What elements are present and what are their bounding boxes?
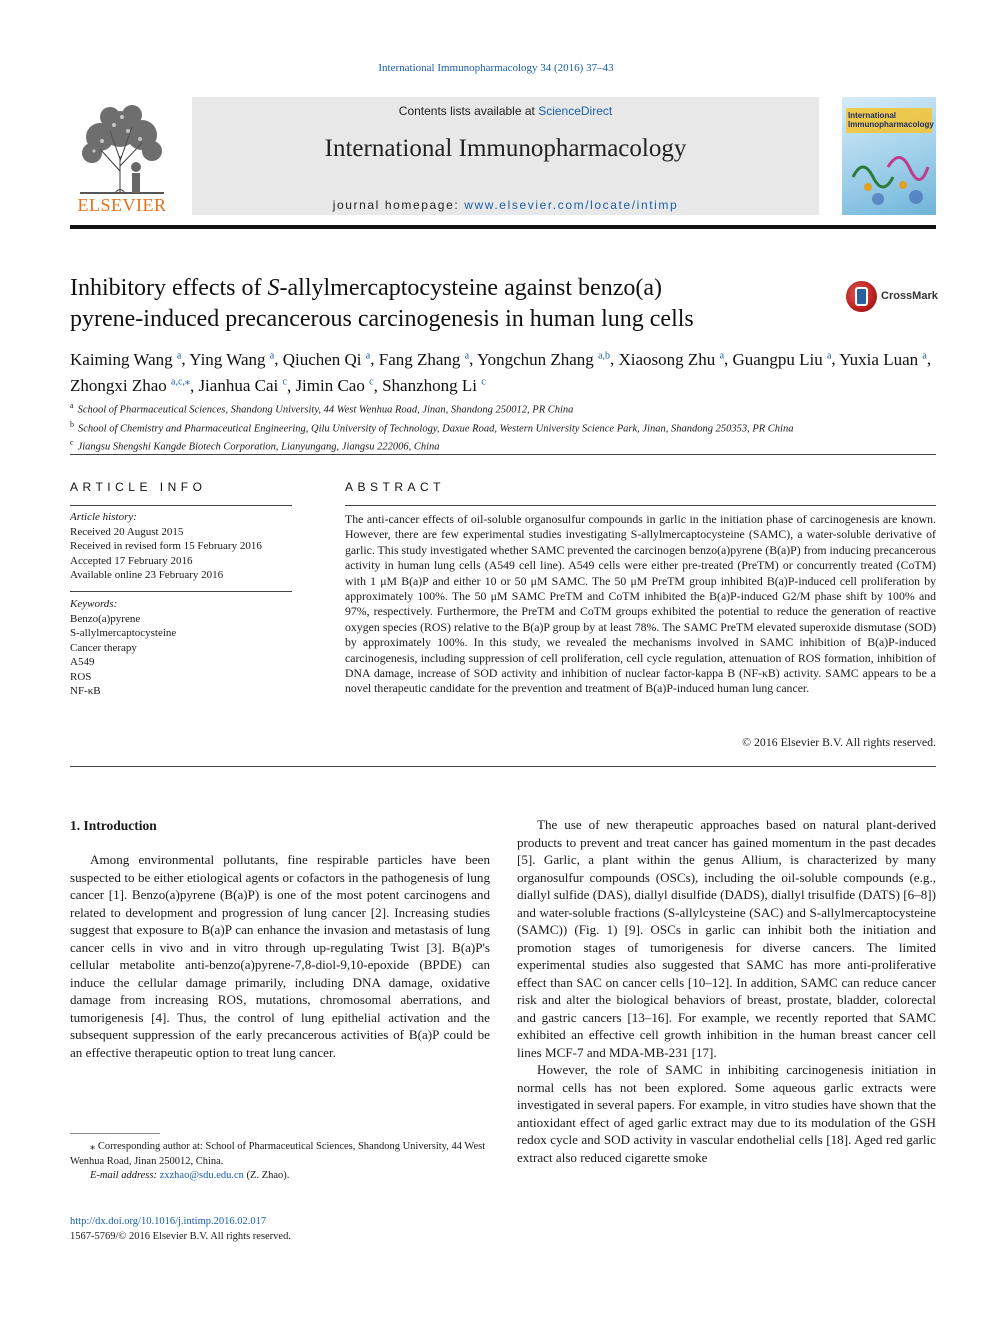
email-link[interactable]: zxzhao@sdu.edu.cn: [159, 1170, 244, 1181]
article-identifiers: [70, 1215, 490, 1244]
body-paragraph: Among environmental pollutants, fine respirable particles have been suspected to be either etiological agents or cofactors in the pathogenesis of lung cancer [1]. Benzo(a)pyrene (B(a)P) is one of the most potent carcinogens and related to development and progression of lung cancer [2]. Increasing studies suggest that exposure to B(a)P can enhance the invasion and metastasis of lung cancer cells in vivo and in vitro through up-regulating Twist [3]. B(a)P's cellular metabolite anti-benzo(a)pyrene-7,8-diol-9,10-epoxide (BPDE) can induce the cellular damage primarily, including DNA damage, oxidative damage from increasing ROS, mutations, chromosomal aberrations, and tumorigenesis [4]. Thus, the control of lung epithelial activation and the subsequent suppression of the early precancerous activities of B(a)P could be an effective therapeutic option to treat lung cancer.: [70, 852, 490, 1060]
author-name: Shanzhong Li: [382, 376, 477, 396]
author-entry[interactable]: [283, 350, 371, 369]
author-entry[interactable]: [198, 376, 287, 395]
journal-masthead: [70, 97, 936, 215]
author-name: Xiaosong Zhu: [618, 349, 716, 369]
crossmark-badge[interactable]: [846, 281, 938, 315]
author-affiliation-mark[interactable]: a: [826, 350, 832, 361]
author-entry[interactable]: [477, 350, 610, 369]
article-info-divider: [70, 505, 292, 506]
contents-line: Contents lists available at ScienceDirect: [398, 104, 613, 118]
author-entry[interactable]: [733, 350, 832, 369]
elsevier-wordmark: ELSEVIER: [77, 195, 167, 215]
author-entry[interactable]: [295, 376, 373, 395]
keyword-item: S-allylmercaptocysteine: [70, 627, 177, 639]
author-list: Kaiming Wang $^a$, Ying Wang $^a$, Qiuchen Qi $^a$, Fang Zhang $^a$, Yongchun Zhang $^{a,b}$, Xiaosong Zhu $^a$, Guangpu Liu $^a$, Yuxia Luan $^a$, Zhongxi Zhao $^{a,c,⁎}$, Jianhua Cai $^c$, Jimin Cao $^c$, Shanzhong Li $^c$: [70, 349, 932, 396]
cover-molecule-image: [848, 137, 930, 209]
left-column: [70, 851, 490, 1061]
affiliation-item: $^a$ School of Pharmaceutical Sciences, Shandong University, 44 West Wenhua Road, Jinan, Shandong 250012, PR China: [70, 401, 574, 416]
journal-banner: [192, 97, 819, 215]
author-name: Zhongxi Zhao: [70, 376, 167, 396]
abstract-copyright: © 2016 Elsevier B.V. All rights reserved.: [742, 735, 936, 749]
keywords-list: [70, 597, 292, 699]
author-affiliation-mark[interactable]: a: [464, 350, 470, 361]
author-name: Qiuchen Qi: [282, 349, 362, 369]
abstract-bottom-divider: [70, 766, 936, 767]
article-info-heading: ARTICLE INFO: [70, 480, 207, 494]
author-affiliation-mark[interactable]: c: [481, 376, 486, 388]
keyword-item: Cancer therapy: [70, 641, 137, 654]
abstract-text: The anti-cancer effects of oil-soluble organosulfur compounds in garlic in the initiation phase of carcinogenesis are known. However, there are few experimental studies investigating S-allylmercaptocysteine (SAMC), a water-soluble derivative of garlic. This study investigated whether SAMC prevented the carcinogen benzo(a)pyrene (B(a)P) from inducing precancerous activity in human lung cells (A549 cell line). A549 cells were either pre-treated (PreTM) or concurrently treated (CoTM) with 1 μM B(a)P and either 10 or 50 μM SAMC. The 50 μM PreTM group inhibited B(a)P-induced cell proliferation by approximately 100%. The 50 μM SAMC PreTM and CoTM inhibited the B(a)P-induced G2/M phase shift by 100% and 97%, respectively. Furthermore, the PreTM and CoTM groups exhibited the potential to reduce the generation of reactive oxygen species (ROS) relative to the B(a)P group by at least 78%. The SAMC PreTM elevated superoxide dismutase (SOD) by approximately 100%. In this study, we revealed the mechanisms involved in SAMC inhibition of B(a)P-induced carcinogenesis, including suppression of cell proliferation, cell cycle regulation, attenuation of ROS formation, inhibition of DNA damage, increase of SOD activity and inhibition of nuclear factor-kappa B (NF-κB) activity. SAMC appears to be a novel therapeutic candidate for the prevention and treatment of B(a)P-induced human lung cancer.: [345, 512, 936, 696]
journal-citation[interactable]: International Immunopharmacology 34 (2016) 37–43: [378, 62, 614, 74]
masthead-divider: [70, 225, 936, 229]
history-item: Accepted 17 February 2016: [70, 554, 193, 567]
author-name: Kaiming Wang: [70, 349, 173, 369]
author-affiliation-mark[interactable]: a: [922, 350, 927, 361]
abstract-divider: [345, 505, 936, 506]
journal-name: International Immunopharmacology: [324, 135, 687, 162]
right-column: [517, 816, 936, 1166]
footnote-block: [70, 1140, 490, 1184]
history-item: Available online 23 February 2016: [70, 569, 224, 581]
author-entry[interactable]: [70, 376, 190, 395]
body-paragraph: However, the role of SAMC in inhibiting carcinogenesis initiation in normal cells has not been explored. Some aqueous garlic extracts were investigated in several papers. For example, in vitro studies have shown that the antioxidant effect of aged garlic extract may due to its modulation of the GSH redox cycle and SOD activity in vascular endothelial cells [18]. Aged red garlic extract also reduced cigarette smoke: [517, 1062, 936, 1165]
author-entry[interactable]: [189, 350, 274, 369]
affiliation-divider: [70, 454, 936, 455]
author-name: Jimin Cao: [295, 376, 365, 396]
author-affiliation-mark[interactable]: a: [365, 350, 371, 361]
author-entry[interactable]: [619, 350, 725, 369]
keywords-divider: [70, 591, 292, 592]
journal-cover-thumbnail[interactable]: [842, 97, 936, 215]
author-name: Ying Wang: [189, 349, 266, 369]
email-note: E-mail address: zxzhao@sdu.edu.cn (Z. Zhao).: [90, 1170, 290, 1181]
history-label: Article history:: [70, 511, 137, 523]
corresponding-author-note: ⁎ Corresponding author at: School of Pharmaceutical Sciences, Shandong University, 44 West Wenhua Road, Jinan 250012, China.: [70, 1141, 486, 1167]
sciencedirect-link[interactable]: ScienceDirect: [538, 104, 613, 118]
article-history: [70, 510, 292, 583]
author-name: Guangpu Liu: [732, 349, 823, 369]
author-affiliation-mark[interactable]: c: [369, 376, 374, 388]
author-affiliation-mark[interactable]: a: [719, 350, 725, 361]
keyword-item: NF-κB: [70, 685, 101, 697]
author-name: Fang Zhang: [378, 349, 461, 369]
author-entry[interactable]: [839, 350, 927, 369]
author-affiliation-mark[interactable]: a: [269, 350, 275, 361]
abstract-heading: ABSTRACT: [345, 480, 446, 494]
author-entry[interactable]: [379, 350, 469, 369]
doi-link[interactable]: http://dx.doi.org/10.1016/j.intimp.2016.02.017: [70, 1216, 267, 1227]
author-name: Jianhua Cai: [198, 376, 279, 396]
introduction-heading: 1. Introduction: [70, 818, 157, 833]
issn-line: 1567-5769/© 2016 Elsevier B.V. All rights reserved.: [70, 1230, 291, 1242]
body-paragraph: The use of new therapeutic approaches based on natural plant-derived products to prevent and treat cancer has gained momentum in the past decades [5]. Garlic, a plant within the genus Allium, is characterized by many organosulfur compounds (OSCs), including the oil-soluble compounds (e.g., diallyl sulfide (DAS), diallyl disulfide (DADS), diallyl trisulfide (DATS) [6–8]) and water-soluble fractions (S-allylcysteine (SAC) and S-allylmercaptocysteine (SAMC)) (Fig. 1) [9]. OSCs in garlic can inhibit both the initiation and promotion stages of tumorigenesis for diverse cancers. The limited experimental studies also suggested that SAMC has more anti-proliferative effect than SAC on cancer cells [10–12]. In addition, SAMC can reduce cancer risk and alter the biological behaviors of breast, prostate, bladder, colorectal and gastric cancers [13–16]. For example, we recently reported that SAMC exhibited an effective cell growth inhibition in the human breast cancer cell lines MCF-7 and MDA-MB-231 [17].: [517, 817, 936, 1060]
author-name: Yongchun Zhang: [477, 349, 594, 369]
history-item: Received in revised form 15 February 2016: [70, 540, 262, 552]
homepage-link[interactable]: www.elsevier.com/locate/intimp: [464, 198, 679, 212]
journal-homepage: journal homepage: www.elsevier.com/locate/intimp: [332, 198, 679, 212]
author-entry[interactable]: [382, 376, 486, 395]
author-affiliation-mark[interactable]: c: [282, 376, 287, 388]
author-affiliation-mark[interactable]: a,c,⁎: [171, 376, 190, 388]
affiliation-list: [70, 399, 940, 455]
author-entry[interactable]: [70, 350, 181, 369]
history-item: Received 20 August 2015: [70, 525, 184, 538]
crossmark-icon: [846, 281, 877, 312]
keywords-label: Keywords:: [70, 598, 118, 610]
keyword-item: Benzo(a)pyrene: [70, 612, 141, 625]
affiliation-item: $^c$ Jiangsu Shengshi Kangde Biotech Corporation, Lianyungang, Jiangsu 222006, China: [70, 438, 440, 453]
crossmark-label: CrossMark: [881, 290, 938, 302]
author-affiliation-mark[interactable]: a,b: [598, 350, 611, 361]
affiliation-item: $^b$ School of Chemistry and Pharmaceutical Engineering, Qilu University of Technology, Daxue Road, Western University Science Park, Jinan, Shandong 250353, PR China: [70, 419, 794, 434]
cover-title: International Immunopharmacology: [848, 111, 934, 129]
keyword-item: A549: [70, 656, 95, 668]
keyword-item: ROS: [70, 670, 92, 683]
author-name: Yuxia Luan: [839, 349, 919, 369]
article-title: Inhibitory effects of S-allylmercaptocysteine against benzo(a) pyrene-induced precancerous carcinogenesis in human lung cells: [70, 275, 694, 332]
author-affiliation-mark[interactable]: a: [176, 350, 182, 361]
footnote-divider: [70, 1133, 160, 1134]
